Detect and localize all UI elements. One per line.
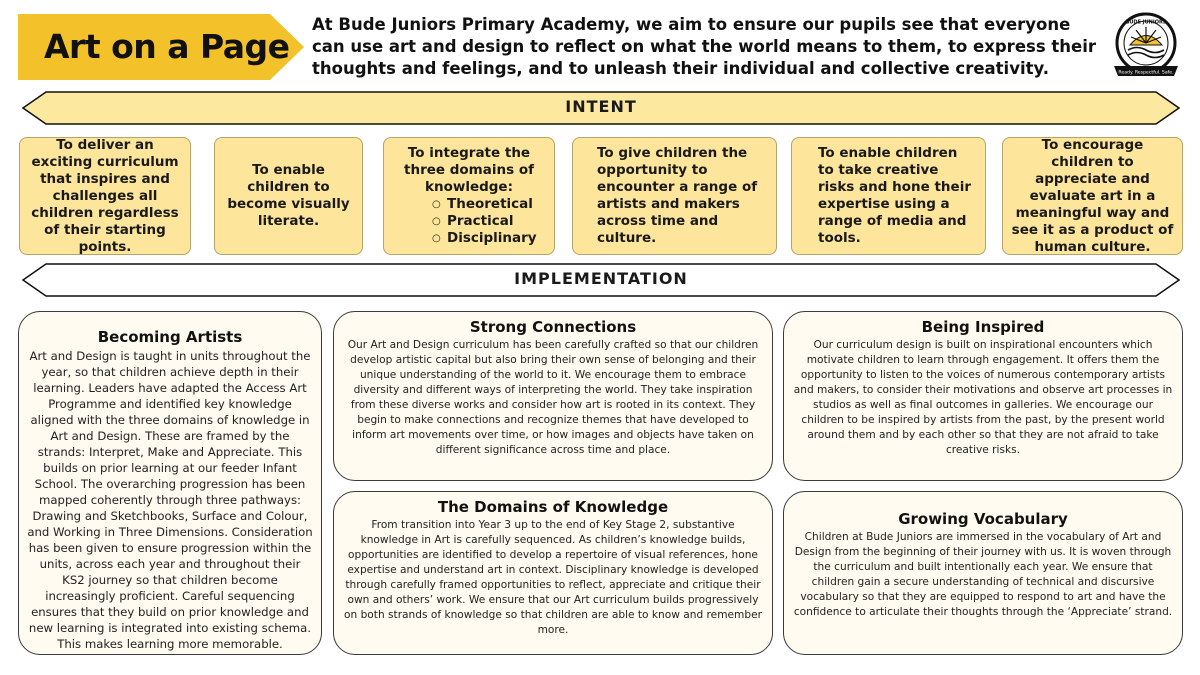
intent-box-visual-literacy: To enable children to become visually literate.: [214, 137, 363, 255]
card-becoming-artists: [18, 311, 322, 655]
page-title: Art on a Page: [44, 27, 290, 66]
domain-item: ○ Disciplinary: [432, 230, 546, 247]
intent-box-artists: To give children the opportunity to encounter a range of artists and makers across time and culture.: [572, 137, 777, 255]
card-title: Becoming Artists: [97, 328, 243, 346]
domain-item: ○ Theoretical: [432, 196, 546, 213]
school-crest-icon: [1108, 12, 1184, 82]
card-body: From transition into Year 3 up to the end of Key Stage 2, substantive knowledge in Art is carefully sequenced. As children’s knowledge builds, opportunities are identified to develop a repertoire of visual references, hone expertise and understand art in context. Disciplinary knowledge is developed through carefully framed opportunities to reflect, appreciate and critique their own and others’ work. We ensure that our Art curriculum builds progressively on both strands of knowledge so that children are able to know and remember more.: [344, 519, 762, 636]
card-being-inspired: [783, 311, 1183, 481]
intent-banner: [22, 91, 1180, 125]
aim-statement: At Bude Juniors Primary Academy, we aim to ensure our pupils see that everyone can use art and design to reflect on what the world means to them, to express their thoughts and feelings, and to unleash their individual and collective creativity.: [312, 15, 1097, 78]
card-strong-connections: [333, 311, 773, 481]
domains-list: [432, 196, 546, 247]
card-title: The Domains of Knowledge: [437, 498, 669, 516]
card-domains-of-knowledge: [333, 491, 773, 655]
implementation-banner: [22, 263, 1180, 297]
card-title: Growing Vocabulary: [898, 510, 1068, 528]
intent-box-curriculum: To deliver an exciting curriculum that inspires and challenges all children regardless of their starting points.: [19, 137, 191, 255]
title-banner: [18, 14, 304, 80]
intent-heading: INTENT: [565, 97, 637, 116]
card-title: Strong Connections: [469, 318, 637, 336]
intent-box-appreciate: To encourage children to appreciate and evaluate art in a meaningful way and see it as a product of human culture.: [1002, 137, 1183, 255]
card-title: Being Inspired: [921, 318, 1045, 336]
intent-domains-text: To integrate the three domains of knowledge:: [404, 145, 534, 195]
implementation-heading: IMPLEMENTATION: [514, 269, 688, 288]
card-body: Our curriculum design is built on inspirational encounters which motivate children to learn through engagement. It offers them the opportunity to listen to the voices of numerous contemporary artists and makers, to consider their motivations and observe art processes in studios as well as final outcomes in galleries. We encourage our children to be inspired by artists from the past, by the present world around them and by each other so that they are not afraid to take creative risks.: [793, 339, 1173, 456]
svg-text:BUDE JUNIORS: BUDE JUNIORS: [1125, 19, 1167, 26]
domain-item: ○ Practical: [432, 213, 546, 230]
card-body: Art and Design is taught in units throughout the year, so that children achieve depth in their learning. Leaders have adapted the Access Art Programme and identified key knowledge aligned with the three domains of knowledge in Art and Design. These are framed by the strands: Interpret, Make and Appreciate. This builds on prior learning at our feeder Infant School. The overarching progression has been mapped coherently through three pathways: Drawing and Sketchbooks, Surface and Colour, and Working in Three Dimensions. Consideration has been given to ensure progression within the units, across each year and throughout their KS2 journey so that children become increasingly proficient. Careful sequencing ensures that they build on prior knowledge and new learning is integrated into existing schema. This makes learning more memorable.: [27, 349, 313, 651]
card-body: Children at Bude Juniors are immersed in the vocabulary of Art and Design from the beginning of their journey with us. It is woven through the curriculum and built intentionally each year. We ensure that children gain a secure understanding of technical and discursive vocabulary so that they are equipped to respond to art and have the confidence to articulate their thoughts through the ‘Appreciate’ strand.: [793, 531, 1173, 618]
card-growing-vocabulary: [783, 491, 1183, 655]
svg-text:Ready. Respectful. Safe.: Ready. Respectful. Safe.: [1118, 70, 1174, 76]
intent-box-domains: [383, 137, 555, 255]
card-body: Our Art and Design curriculum has been carefully crafted so that our children develop artistic capital but also bring their own sense of belonging and their unique understanding of the world to it. We encourage them to embrace diversity and different ways of interpreting the world. They take inspiration from these diverse works and consider how art is rooted in its context. They begin to make connections and recognize themes that have developed to inform art movements over time, or how images and objects have taken on different significance across time and place.: [347, 339, 759, 456]
intent-box-creative-risks: To enable children to take creative risks and hone their expertise using a range of media and tools.: [791, 137, 986, 255]
